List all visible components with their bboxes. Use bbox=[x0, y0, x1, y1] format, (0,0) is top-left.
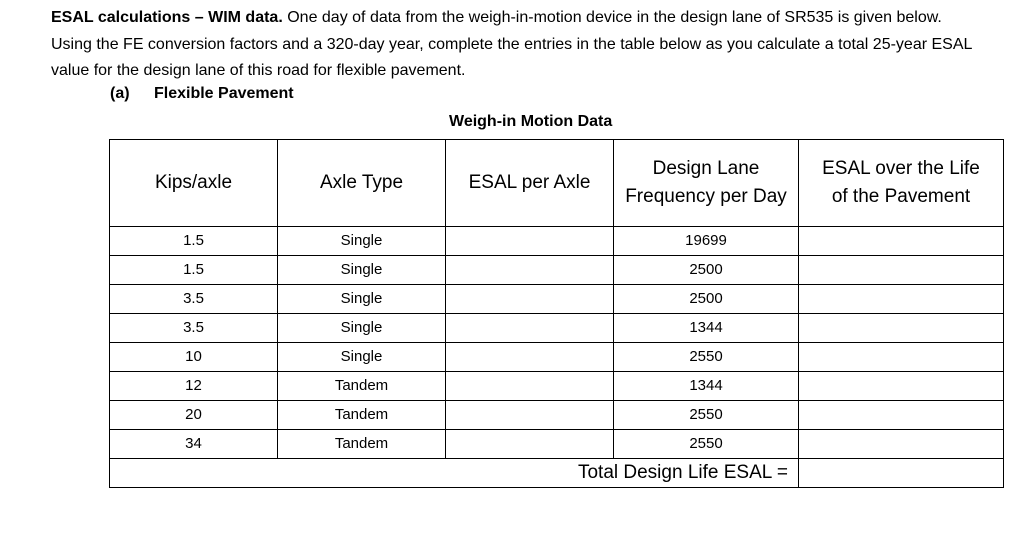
table-row bbox=[110, 227, 1004, 256]
total-label: Total Design Life ESAL = bbox=[110, 459, 799, 488]
header-frequency: Design Lane Frequency per Day bbox=[614, 140, 799, 227]
wim-table bbox=[109, 139, 1004, 488]
cell-kips: 10 bbox=[110, 343, 278, 372]
table-caption: Weigh-in Motion Data bbox=[449, 113, 613, 130]
cell-frequency: 2550 bbox=[614, 343, 799, 372]
cell-axle-type: Single bbox=[278, 256, 446, 285]
cell-esal-per-axle[interactable] bbox=[446, 372, 614, 401]
table-header-row bbox=[110, 140, 1004, 227]
table-row bbox=[110, 372, 1004, 401]
cell-esal-life[interactable] bbox=[799, 401, 1004, 430]
cell-esal-life[interactable] bbox=[799, 256, 1004, 285]
cell-esal-life[interactable] bbox=[799, 314, 1004, 343]
header-esal-life: ESAL over the Life of the Pavement bbox=[799, 140, 1004, 227]
cell-esal-life[interactable] bbox=[799, 372, 1004, 401]
cell-esal-per-axle[interactable] bbox=[446, 314, 614, 343]
cell-esal-per-axle[interactable] bbox=[446, 343, 614, 372]
cell-axle-type: Single bbox=[278, 343, 446, 372]
cell-kips: 12 bbox=[110, 372, 278, 401]
cell-axle-type: Single bbox=[278, 227, 446, 256]
cell-axle-type: Single bbox=[278, 314, 446, 343]
cell-esal-per-axle[interactable] bbox=[446, 401, 614, 430]
cell-kips: 3.5 bbox=[110, 285, 278, 314]
cell-axle-type: Tandem bbox=[278, 401, 446, 430]
header-kips: Kips/axle bbox=[110, 140, 278, 227]
cell-esal-per-axle[interactable] bbox=[446, 227, 614, 256]
table-row bbox=[110, 314, 1004, 343]
cell-esal-life[interactable] bbox=[799, 430, 1004, 459]
table-row bbox=[110, 401, 1004, 430]
total-row bbox=[110, 459, 1004, 488]
cell-esal-life[interactable] bbox=[799, 343, 1004, 372]
cell-frequency: 2500 bbox=[614, 256, 799, 285]
problem-heading: ESAL calculations – WIM data. bbox=[51, 9, 283, 26]
cell-kips: 34 bbox=[110, 430, 278, 459]
table-row bbox=[110, 430, 1004, 459]
part-title: Flexible Pavement bbox=[154, 85, 294, 102]
cell-esal-life[interactable] bbox=[799, 227, 1004, 256]
header-axle-type: Axle Type bbox=[278, 140, 446, 227]
cell-esal-per-axle[interactable] bbox=[446, 256, 614, 285]
header-esal-per-axle: ESAL per Axle bbox=[446, 140, 614, 227]
part-label: (a) bbox=[110, 85, 130, 102]
cell-frequency: 19699 bbox=[614, 227, 799, 256]
problem-text: One day of data from the weigh-in-motion device in the design lane of SR535 is given below. Using the FE conversion factors and a 320-day year, complete the entries in the table below as you calculate a total 25-year ESAL value for the design lane of this road for flexible pavement. bbox=[51, 9, 972, 79]
cell-kips: 1.5 bbox=[110, 227, 278, 256]
cell-frequency: 1344 bbox=[614, 314, 799, 343]
cell-frequency: 1344 bbox=[614, 372, 799, 401]
cell-esal-per-axle[interactable] bbox=[446, 430, 614, 459]
cell-axle-type: Tandem bbox=[278, 372, 446, 401]
cell-frequency: 2500 bbox=[614, 285, 799, 314]
cell-esal-life[interactable] bbox=[799, 285, 1004, 314]
total-value-cell[interactable] bbox=[799, 459, 1004, 488]
cell-axle-type: Tandem bbox=[278, 430, 446, 459]
cell-kips: 1.5 bbox=[110, 256, 278, 285]
table-row bbox=[110, 285, 1004, 314]
problem-statement bbox=[51, 5, 981, 85]
cell-axle-type: Single bbox=[278, 285, 446, 314]
cell-frequency: 2550 bbox=[614, 401, 799, 430]
table-row bbox=[110, 256, 1004, 285]
cell-kips: 3.5 bbox=[110, 314, 278, 343]
cell-esal-per-axle[interactable] bbox=[446, 285, 614, 314]
part-heading bbox=[110, 85, 294, 103]
table-row bbox=[110, 343, 1004, 372]
cell-kips: 20 bbox=[110, 401, 278, 430]
cell-frequency: 2550 bbox=[614, 430, 799, 459]
